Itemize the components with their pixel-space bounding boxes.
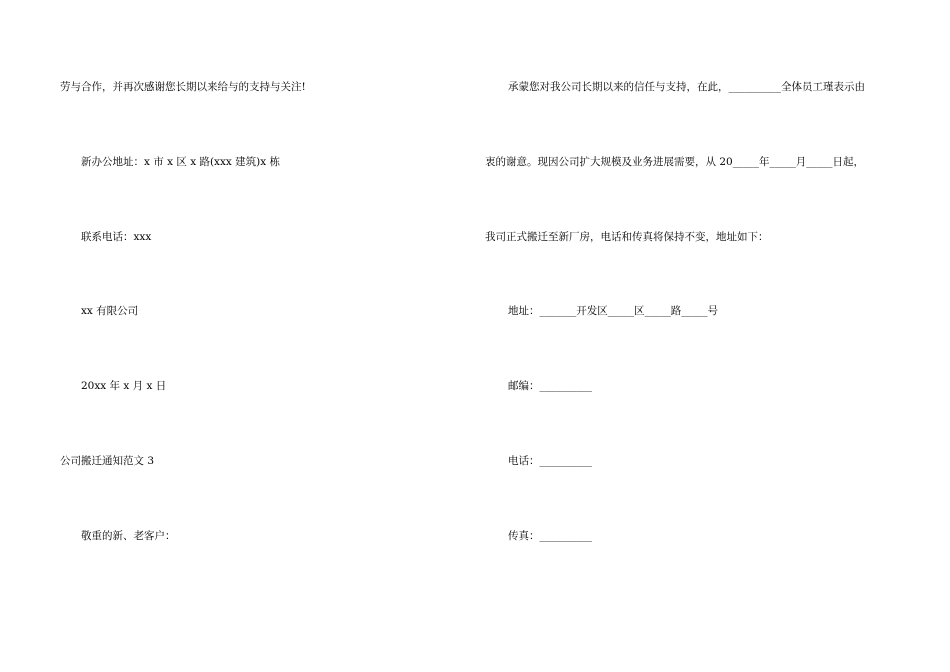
- address-field: 地址：_______开发区_____区_____路_____号: [508, 305, 718, 317]
- date-line: 20xx 年 x 月 x 日: [81, 380, 167, 392]
- body-line-2: 衷的谢意。现因公司扩大规模及业务进展需要，从 20_____年_____月_____日起，: [485, 156, 864, 168]
- postcode-field: 邮编：__________: [508, 380, 592, 392]
- body-line-3: 我司正式搬迁至新厂房，电话和传真将保持不变，地址如下：: [485, 231, 769, 243]
- company-name: xx 有限公司: [81, 305, 139, 317]
- fax-field: 传真：__________: [508, 530, 592, 542]
- salutation: 敬重的新、老客户：: [81, 530, 176, 542]
- office-address: 新办公地址：x 市 x 区 x 路(xxx 建筑)x 栋: [81, 156, 281, 168]
- contact-phone: 联系电话：xxx: [81, 231, 152, 243]
- closing-line: 劳与合作，并再次感谢您长期以来给与的支持与关注!: [60, 81, 306, 93]
- section-heading: 公司搬迁通知范文 3: [60, 455, 155, 467]
- body-line-1: 承蒙您对我公司长期以来的信任与支持，在此，__________全体员工瑾表示由: [508, 81, 865, 93]
- phone-field: 电话：__________: [508, 455, 592, 467]
